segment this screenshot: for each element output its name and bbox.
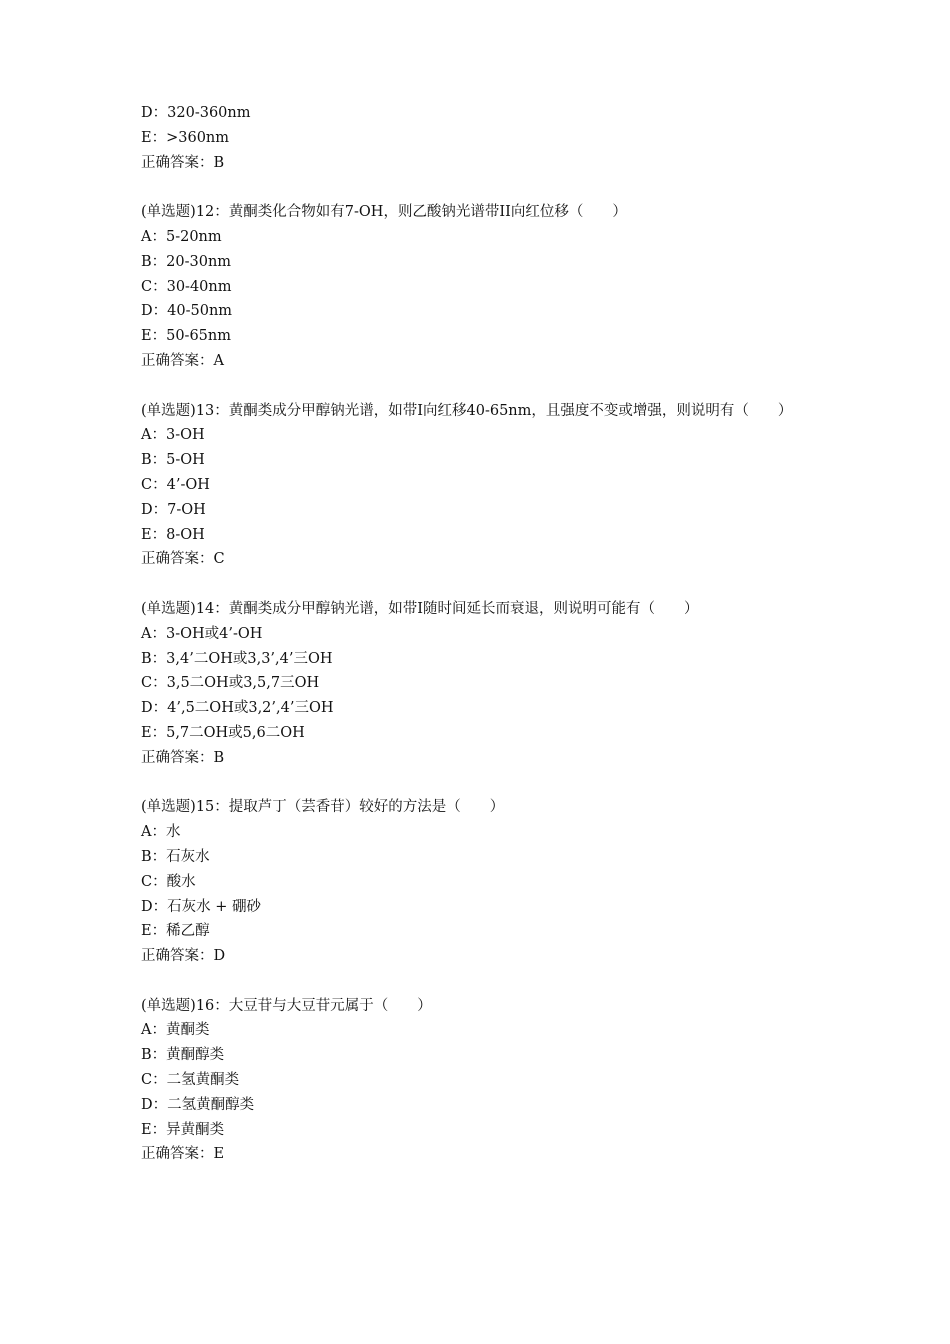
option-e: E：8-OH <box>141 526 205 543</box>
question-type: (单选题) <box>141 204 196 221</box>
question-16 <box>141 994 831 1168</box>
option-text: 3,5二OH或3,5,7三OH <box>166 675 320 692</box>
option-letter: A <box>141 427 152 444</box>
option-letter: D <box>141 700 153 717</box>
answer-value: D <box>213 948 226 965</box>
question-stem: (单选题)16：大豆苷与大豆苷元属于（ ） <box>141 997 432 1014</box>
answer-label: 正确答案： <box>141 948 214 965</box>
option-c: C：3,5二OH或3,5,7三OH <box>141 675 320 692</box>
option-letter: A <box>141 228 152 245</box>
option-text: 3-OH <box>165 427 205 444</box>
option-letter: E <box>141 526 152 543</box>
option-letter: B <box>141 253 152 270</box>
option-c: C：二氢黄酮类 <box>141 1072 240 1089</box>
document-body <box>141 101 831 1167</box>
option-letter: B <box>141 650 152 667</box>
answer-value: E <box>213 1146 225 1163</box>
option-text: 5-OH <box>166 452 205 469</box>
option-text: 异黄酮类 <box>166 1121 225 1138</box>
option-letter: D <box>141 303 153 320</box>
option-letter: E <box>141 1121 152 1138</box>
question-12 <box>141 200 831 374</box>
option-letter: B <box>141 1047 152 1064</box>
option-text: 8-OH <box>166 526 205 543</box>
option-text: >360nm <box>166 129 230 146</box>
option-letter: D <box>141 501 153 518</box>
question-stem: (单选题)14：黄酮类成分甲醇钠光谱，如带Ⅰ随时间延长而衰退，则说明可能有（ ） <box>141 600 699 617</box>
option-text: 5-20nm <box>165 228 222 245</box>
correct-answer <box>141 746 831 771</box>
option-b: B：20-30nm <box>141 253 232 270</box>
option-text: 水 <box>165 824 181 841</box>
option-d: D：7-OH <box>141 501 206 518</box>
question-number: 16 <box>195 997 215 1014</box>
correct-answer <box>141 1142 831 1167</box>
option-text: 7-OH <box>167 501 206 518</box>
option-a: A：3-OH或4’-OH <box>141 625 263 642</box>
option-d: D：4’,5二OH或3,2’,4’三OH <box>141 700 334 717</box>
question-type: (单选题) <box>141 600 196 617</box>
option-b: B：3,4’二OH或3,3’,4’三OH <box>141 650 333 667</box>
option-e: E：稀乙醇 <box>141 923 210 940</box>
question-type: (单选题) <box>141 997 196 1014</box>
question-14 <box>141 597 831 771</box>
question-text: 黄酮类成分甲醇钠光谱，如带Ⅰ向红移40-65nm，且强度不变或增强，则说明有（ ） <box>228 402 793 419</box>
option-b: B：黄酮醇类 <box>141 1047 225 1064</box>
option-letter: C <box>141 278 153 295</box>
question-type: (单选题) <box>141 799 196 816</box>
answer-value: A <box>213 352 224 369</box>
option-letter: E <box>141 328 152 345</box>
option-text: 3-OH或4’-OH <box>165 625 263 642</box>
option-text: 20-30nm <box>166 253 232 270</box>
option-text: 4’,5二OH或3,2’,4’三OH <box>167 700 334 717</box>
question-type: (单选题) <box>141 402 196 419</box>
option-text: 3,4’二OH或3,3’,4’三OH <box>166 650 333 667</box>
option-a: A：水 <box>141 824 181 841</box>
option-c: C：30-40nm <box>141 278 232 295</box>
option-e: E：50-65nm <box>141 328 231 345</box>
option-letter: D <box>141 898 153 915</box>
option-e: E：5,7二OH或5,6二OH <box>141 724 305 741</box>
question-number: 12 <box>195 204 215 221</box>
option-e: E：异黄酮类 <box>141 1121 225 1138</box>
question-text: 黄酮类化合物如有7-OH，则乙酸钠光谱带II向红位移（ ） <box>228 204 627 221</box>
option-letter: A <box>141 1022 152 1039</box>
option-c: C：4’-OH <box>141 476 210 493</box>
question-text: 大豆苷与大豆苷元属于（ ） <box>228 997 432 1014</box>
option-letter: D <box>141 1096 153 1113</box>
answer-label: 正确答案： <box>141 749 214 766</box>
answer-label: 正确答案： <box>141 352 214 369</box>
option-letter: B <box>141 848 152 865</box>
option-text: 5,7二OH或5,6二OH <box>166 724 305 741</box>
answer-label: 正确答案： <box>141 154 214 171</box>
option-c: C：酸水 <box>141 873 196 890</box>
option-a: A：3-OH <box>141 427 205 444</box>
option-letter: A <box>141 625 152 642</box>
question-15 <box>141 795 831 969</box>
correct-answer <box>141 349 831 374</box>
option-text: 酸水 <box>166 873 196 890</box>
question-number: 14 <box>195 600 215 617</box>
answer-label: 正确答案： <box>141 1146 214 1163</box>
question-number: 13 <box>195 402 215 419</box>
option-e: E：>360nm <box>141 129 230 146</box>
question-number: 15 <box>195 799 215 816</box>
option-text: 4’-OH <box>166 476 210 493</box>
option-letter: E <box>141 129 152 146</box>
option-text: 石灰水 + 硼砂 <box>167 898 262 915</box>
option-letter: C <box>141 1072 153 1089</box>
option-text: 二氢黄酮醇类 <box>167 1096 255 1113</box>
question-11-continuation <box>141 101 831 175</box>
option-b: B：石灰水 <box>141 848 210 865</box>
option-letter: D <box>141 105 153 121</box>
option-text: 黄酮类 <box>165 1022 210 1039</box>
option-d: D：320-360nm <box>141 105 251 121</box>
question-text: 黄酮类成分甲醇钠光谱，如带Ⅰ随时间延长而衰退，则说明可能有（ ） <box>228 600 699 617</box>
question-stem: (单选题)12：黄酮类化合物如有7-OH，则乙酸钠光谱带II向红位移（ ） <box>141 204 627 221</box>
option-text: 320-360nm <box>167 105 251 121</box>
option-text: 石灰水 <box>166 848 210 865</box>
option-text: 40-50nm <box>167 303 233 320</box>
question-13 <box>141 399 831 573</box>
option-text: 稀乙醇 <box>166 923 210 940</box>
option-letter: C <box>141 675 153 692</box>
option-a: A：黄酮类 <box>141 1022 210 1039</box>
question-stem: (单选题)15：提取芦丁（芸香苷）较好的方法是（ ） <box>141 799 505 816</box>
option-text: 50-65nm <box>166 328 231 345</box>
question-text: 提取芦丁（芸香苷）较好的方法是（ ） <box>228 799 505 816</box>
answer-value: C <box>213 551 225 568</box>
answer-value: B <box>213 749 225 766</box>
option-text: 30-40nm <box>166 278 232 295</box>
option-d: D：石灰水 + 硼砂 <box>141 898 262 915</box>
option-b: B：5-OH <box>141 452 205 469</box>
answer-value: B <box>213 154 225 171</box>
correct-answer <box>141 547 831 572</box>
option-text: 黄酮醇类 <box>166 1047 225 1064</box>
correct-answer <box>141 944 831 969</box>
option-d: D：40-50nm <box>141 303 233 320</box>
answer-label: 正确答案： <box>141 551 214 568</box>
option-text: 二氢黄酮类 <box>166 1072 240 1089</box>
correct-answer <box>141 151 831 176</box>
option-letter: B <box>141 452 152 469</box>
option-letter: E <box>141 724 152 741</box>
option-letter: A <box>141 824 152 841</box>
option-letter: C <box>141 476 153 493</box>
option-letter: E <box>141 923 152 940</box>
option-letter: C <box>141 873 153 890</box>
question-stem: (单选题)13：黄酮类成分甲醇钠光谱，如带Ⅰ向红移40-65nm，且强度不变或增强，则说明有（ ） <box>141 402 793 419</box>
option-a: A：5-20nm <box>141 228 222 245</box>
option-d: D：二氢黄酮醇类 <box>141 1096 255 1113</box>
